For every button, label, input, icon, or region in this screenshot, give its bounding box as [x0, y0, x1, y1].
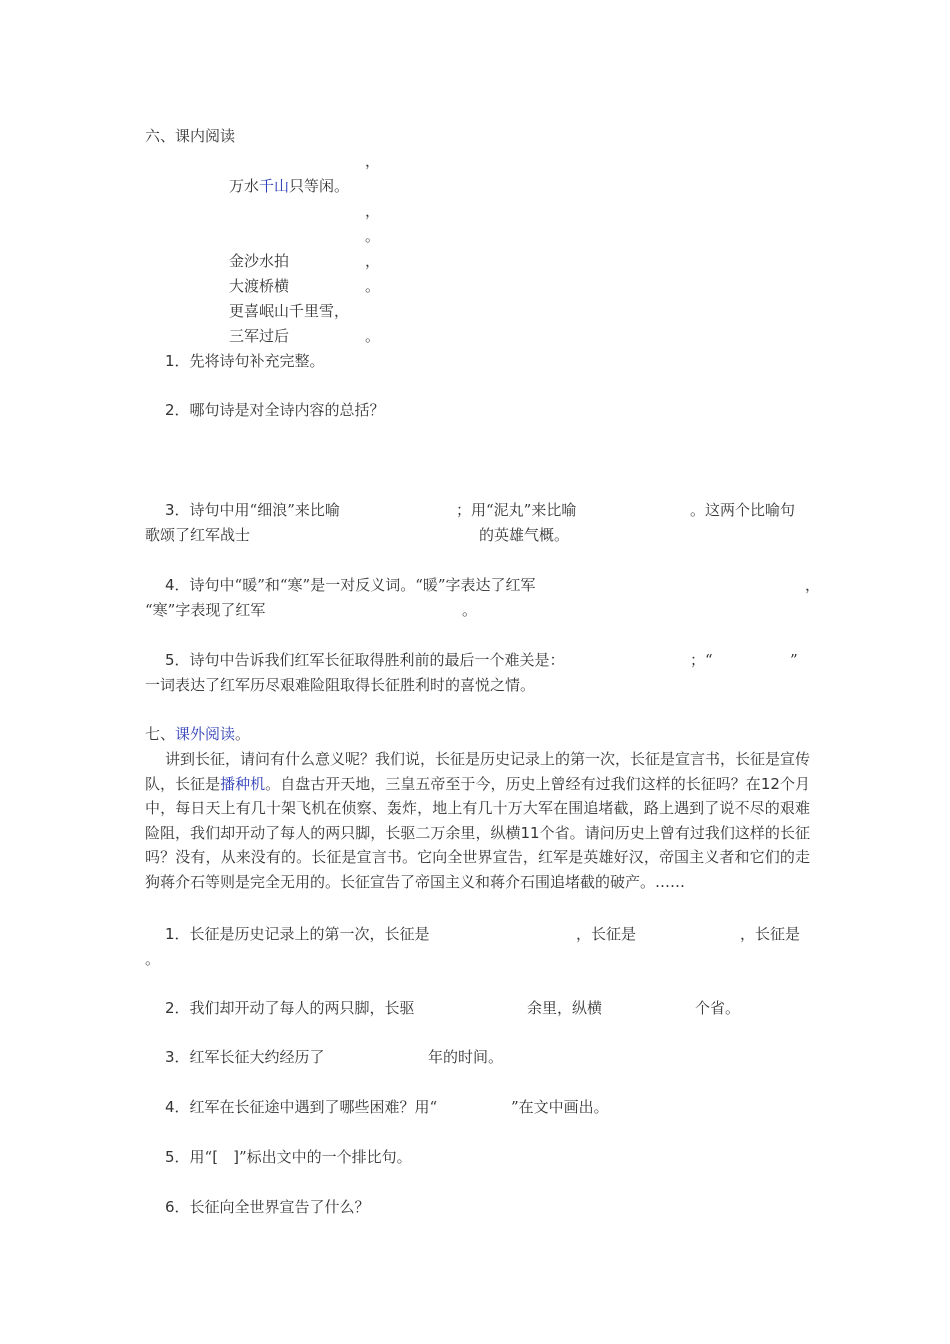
- s6-q5-text-a: ．诗句中告诉我们红军长征取得胜利前的最后一个难关是：: [174, 651, 565, 669]
- qianshan-link[interactable]: 千山: [259, 177, 290, 195]
- passage-number-11: 11: [520, 823, 540, 842]
- reading-passage: [145, 747, 810, 894]
- s6-q4-text-c: “寒”字表现了红军: [145, 601, 266, 619]
- s6-q1-number: 1: [165, 352, 175, 370]
- s7-q1-number: 1: [165, 925, 175, 943]
- s7-q1-text-b: ，长征是: [576, 925, 637, 943]
- s7-q5-bracket: [ ]: [212, 1148, 239, 1166]
- s7-q6-number: 6: [165, 1198, 175, 1216]
- s7-q2-number: 2: [165, 999, 175, 1017]
- poem-line-7: 更喜岷山千里雪，: [229, 302, 350, 320]
- s7-q2-text-c: 个省。: [695, 999, 741, 1017]
- s6-q2-number: 2: [165, 401, 175, 419]
- s6-q5-text-c: ”: [790, 651, 798, 669]
- bozhongji-link[interactable]: 播种机: [220, 774, 266, 793]
- s7-q2-text-b: 余里，纵横: [527, 999, 603, 1017]
- s6-q2-text: ．哪句诗是对全诗内容的总括？: [174, 401, 385, 419]
- s7-q2-text-a: ．我们却开动了每人的两只脚，长驱: [174, 999, 415, 1017]
- s7-heading-pre: 七、: [145, 725, 176, 743]
- s6-q4-text-d: 。: [462, 601, 478, 619]
- s7-q1-text-d: 。: [145, 950, 161, 968]
- s6-q3-text-c: 。这两个比喻句: [690, 501, 796, 519]
- s6-q5-number: 5: [165, 651, 175, 669]
- s7-heading-post: 。: [235, 725, 251, 743]
- s7-question-6: [165, 1197, 370, 1217]
- poem-line-5-text: 金沙水拍: [229, 252, 290, 270]
- s7-q5-text-c: ”标出文中的一个排比句。: [238, 1148, 412, 1166]
- poem-line-2-post: 只等闲。: [289, 177, 350, 195]
- s6-question-4: [165, 575, 536, 595]
- s7-q1-text-a: ．长征是历史记录上的第一次，长征是: [174, 925, 430, 943]
- section-six-heading: 六、课内阅读: [145, 127, 236, 145]
- s6-q4-text-a: ．诗句中“暖”和“寒”是一对反义词。“暖”字表达了红军: [174, 576, 536, 594]
- s6-q3-text-a: ．诗句中用“细浪”来比喻: [174, 501, 340, 519]
- s6-q5-text-d: 一词表达了红军历尽艰难险阻取得长征胜利时的喜悦之情。: [145, 676, 536, 694]
- s7-q3-number: 3: [165, 1048, 175, 1066]
- s6-q5-text-b: ；“: [690, 651, 713, 669]
- s7-q6-text-a: ．长征向全世界宣告了什么？: [174, 1198, 370, 1216]
- poem-line-2-pre: 万水: [229, 177, 260, 195]
- s7-question-3: [165, 1047, 325, 1067]
- s6-q1-text: ．先将诗句补充完整。: [174, 352, 325, 370]
- s6-question-3: [165, 500, 340, 520]
- s7-q5-number: 5: [165, 1148, 175, 1166]
- s6-q3-text-e: 的英雄气概。: [479, 526, 570, 544]
- s6-q3-text-b: ；用“泥丸”来比喻: [456, 501, 577, 519]
- s6-q3-text-d: 歌颂了红军战士: [145, 526, 251, 544]
- s7-q4-text-a: ．红军在长征途中遇到了哪些困难？用“: [174, 1098, 438, 1116]
- poem-line-4-punct: 。: [365, 227, 381, 245]
- poem-line-6-text: 大渡桥横: [229, 277, 290, 295]
- section-seven-heading: [145, 724, 250, 744]
- passage-part-3: 个月中，每日天上有几十架飞机在侦察、轰炸，地上有几十万大军在围追堵截，路上遇到了说不尽的艰难险阻，我们却开动了每人的两只脚，长驱二万余里，纵横: [145, 774, 810, 842]
- s6-question-1: [165, 351, 325, 371]
- passage-part-1: 讲到长征，请问有什么意义呢？我们说，长征是历史记录上的第一次，长征是宣言书，长征是宣传队，长征是: [145, 750, 811, 793]
- s6-question-5: [165, 650, 565, 670]
- extracurricular-reading-link[interactable]: 课外阅读: [175, 725, 236, 743]
- poem-line-3-punct: ，: [365, 202, 381, 220]
- s7-question-1: [165, 924, 430, 944]
- poem-line-8-punct: 。: [365, 327, 381, 345]
- passage-part-4: 个省。请问历史上曾有过我们这样的长征吗？没有，从来没有的。长征是宣言书。它向全世界宣告，红军是英雄好汉，帝国主义者和它们的走狗蒋介石等则是完全无用的。长征宣告了帝国主义和蒋介石围追堵截的破产。……: [145, 823, 810, 891]
- s7-question-5: [165, 1147, 412, 1167]
- s7-q1-text-c: ，长征是: [740, 925, 801, 943]
- poem-line-5-punct: ，: [365, 252, 381, 270]
- poem-line-2: [229, 176, 349, 196]
- s7-question-2: [165, 998, 415, 1018]
- s7-q3-text-b: 年的时间。: [428, 1048, 504, 1066]
- s7-q4-number: 4: [165, 1098, 175, 1116]
- s7-q5-text-a: ．用“: [174, 1148, 213, 1166]
- s6-q4-number: 4: [165, 576, 175, 594]
- poem-line-8-text: 三军过后: [229, 327, 290, 345]
- passage-part-2: 。自盘古开天地，三皇五帝至于今，历史上曾经有过我们这样的长征吗？在: [265, 774, 761, 793]
- s7-q3-text-a: ．红军长征大约经历了: [174, 1048, 325, 1066]
- s6-q4-text-b: ，: [805, 576, 821, 594]
- poem-line-6-punct: 。: [365, 277, 381, 295]
- passage-number-12: 12: [760, 774, 780, 793]
- s7-q4-text-b: ”在文中画出。: [511, 1098, 609, 1116]
- poem-line-1-punct: ，: [365, 152, 381, 170]
- s7-question-4: [165, 1097, 437, 1117]
- s6-question-2: [165, 400, 385, 420]
- s6-q3-number: 3: [165, 501, 175, 519]
